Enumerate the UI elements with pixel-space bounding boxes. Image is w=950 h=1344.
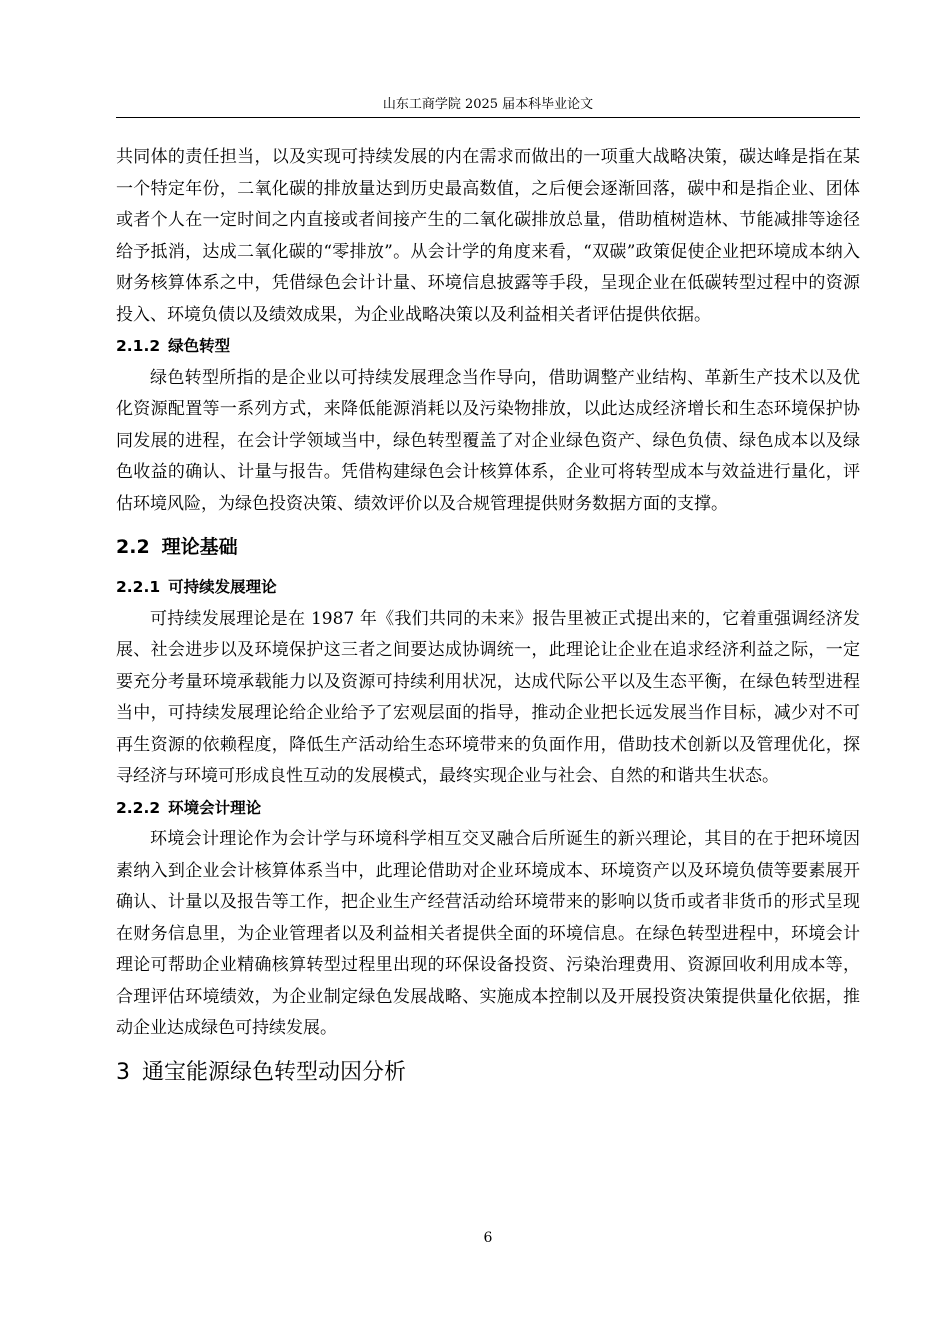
heading-2-2-2 xyxy=(116,793,860,825)
heading-number: 2.2.2 xyxy=(116,798,161,817)
heading-title: 环境会计理论 xyxy=(168,798,262,817)
heading-2-2 xyxy=(116,530,860,564)
header-divider xyxy=(116,117,860,118)
page-header: 山东工商学院 2025 届本科毕业论文 xyxy=(382,97,594,112)
paragraph-carbon-definition: 共同体的责任担当，以及实现可持续发展的内在需求而做出的一项重大战略决策，碳达峰是指在某一个特定年份，二氧化碳的排放量达到历史最高数值，之后便会逐渐回落，碳中和是指企业、团体或者个人在一定时间之内直接或者间接产生的二氧化碳排放总量，借助植树造林、节能减排等途径给予抵消，达成二氧化碳的“零排放”。从会计学的角度来看，“双碳”政策促使企业把环境成本纳入财务核算体系之中，凭借绿色会计计量、环境信息披露等手段，呈现企业在低碳转型过程中的资源投入、环境负债以及绩效成果，为企业战略决策以及利益相关者评估提供依据。 xyxy=(116,147,860,325)
heading-2-2-1 xyxy=(116,572,860,604)
heading-title: 理论基础 xyxy=(161,536,238,558)
heading-number: 3 xyxy=(116,1059,130,1085)
heading-title: 通宝能源绿色转型动因分析 xyxy=(142,1059,407,1085)
heading-number: 2.2.1 xyxy=(116,578,161,596)
heading-title: 可持续发展理论 xyxy=(168,578,277,596)
paragraph-sustainable-theory: 可持续发展理论是在 1987 年《我们共同的未来》报告里被正式提出来的，它着重强调经济发展、社会进步以及环境保护这三者之间要达成协调统一，此理论让企业在追求经济利益之际，一定要充分考量环境承载能力以及资源可持续利用状况，达成代际公平以及生态平衡，在绿色转型进程当中，可持续发展理论给企业给予了宏观层面的指导，推动企业把长远发展当作目标，减少对不可再生资源的依赖程度，降低生产活动给生态环境带来的负面作用，借助技术创新以及管理优化，探寻经济与环境可形成良性互动的发展模式，最终实现企业与社会、自然的和谐共生状态。 xyxy=(116,608,860,786)
heading-number: 2.1.2 xyxy=(116,337,161,355)
document-body xyxy=(116,142,860,1093)
heading-title: 绿色转型 xyxy=(168,337,231,355)
heading-2-1-2 xyxy=(116,331,860,363)
paragraph-green-transition: 绿色转型所指的是企业以可持续发展理念当作导向，借助调整产业结构、革新生产技术以及优化资源配置等一系列方式，来降低能源消耗以及污染物排放，以此达成经济增长和生态环境保护协同发展的进程，在会计学领域当中，绿色转型覆盖了对企业绿色资产、绿色负债、绿色成本以及绿色收益的确认、计量与报告。凭借构建绿色会计核算体系，企业可将转型成本与效益进行量化，评估环境风险，为绿色投资决策、绩效评价以及合规管理提供财务数据方面的支撑。 xyxy=(116,367,860,514)
page-number: 6 xyxy=(483,1230,493,1246)
heading-3 xyxy=(116,1053,860,1093)
heading-number: 2.2 xyxy=(116,536,150,558)
paragraph-environmental-accounting: 环境会计理论作为会计学与环境科学相互交叉融合后所诞生的新兴理论，其目的在于把环境因素纳入到企业会计核算体系当中，此理论借助对企业环境成本、环境资产以及环境负债等要素展开确认、计量以及报告等工作，把企业生产经营活动给环境带来的影响以货币或者非货币的形式呈现在财务信息里，为企业管理者以及利益相关者提供全面的环境信息。在绿色转型进程中，环境会计理论可帮助企业精确核算转型过程里出现的环保设备投资、污染治理费用、资源回收利用成本等，合理评估环境绩效，为企业制定绿色发展战略、实施成本控制以及开展投资决策提供量化依据，推动企业达成绿色可持续发展。 xyxy=(116,829,860,1038)
